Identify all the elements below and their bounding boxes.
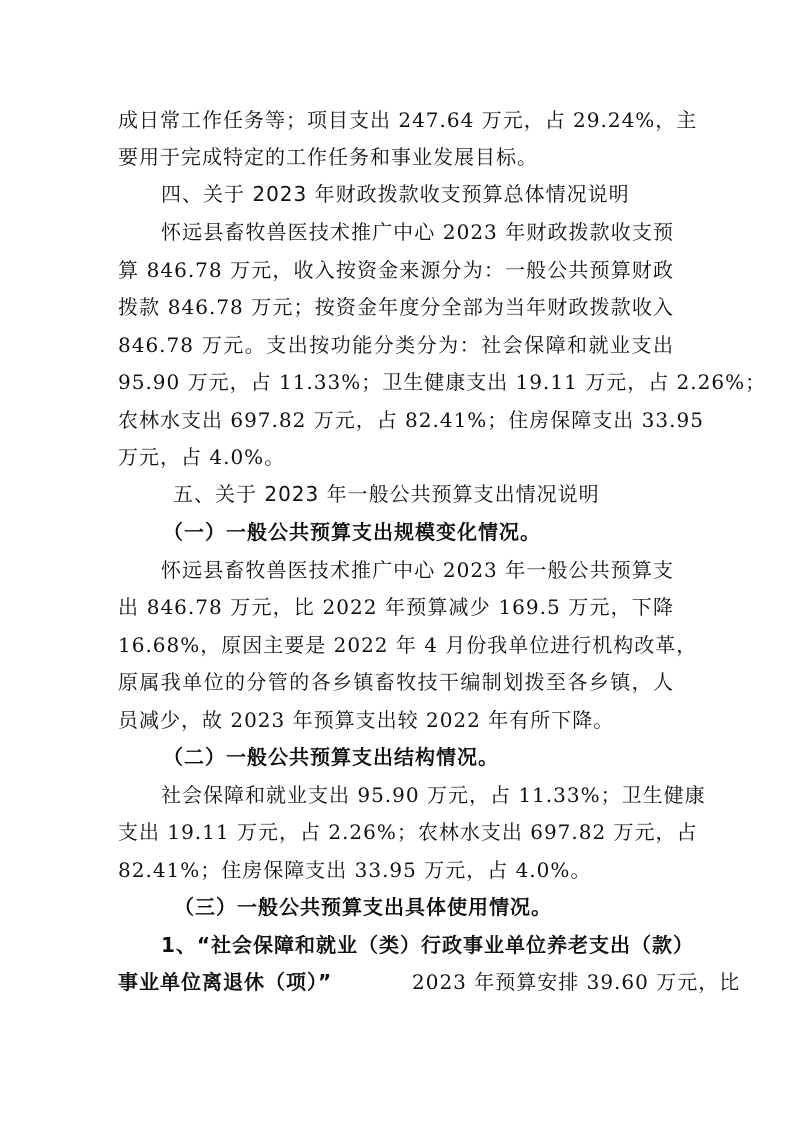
body-line: 怀远县畜牧兽医技术推广中心 2023 年财政拨款收支预 bbox=[161, 220, 674, 244]
item-heading-1-cont: 事业单位离退休（项）” bbox=[118, 970, 333, 994]
section-heading-5: 五、关于 2023 年一般公共预算支出情况说明 bbox=[173, 482, 600, 506]
item-heading-1: 1、“社会保障和就业（类）行政事业单位养老支出（款） bbox=[161, 933, 695, 957]
body-line: 支出 19.11 万元，占 2.26%；农林水支出 697.82 万元，占 bbox=[118, 820, 698, 844]
body-line: 846.78 万元。支出按功能分类分为：社会保障和就业支出 bbox=[118, 333, 674, 357]
body-line: 农林水支出 697.82 万元，占 82.41%；住房保障支出 33.95 bbox=[118, 408, 704, 432]
subsection-heading-2: （二）一般公共预算支出结构情况。 bbox=[163, 745, 499, 769]
body-line: 怀远县畜牧兽医技术推广中心 2023 年一般公共预算支 bbox=[161, 558, 674, 582]
body-line: 成日常工作任务等；项目支出 247.64 万元，占 29.24%，主 bbox=[118, 108, 698, 132]
body-line: 社会保障和就业支出 95.90 万元，占 11.33%；卫生健康 bbox=[161, 783, 706, 807]
subsection-heading-3: （三）一般公共预算支出具体使用情况。 bbox=[174, 895, 552, 919]
body-line: 出 846.78 万元，比 2022 年预算减少 169.5 万元，下降 bbox=[118, 595, 674, 619]
body-line: 员减少，故 2023 年预算支出较 2022 年有所下降。 bbox=[118, 708, 615, 732]
body-line: 原属我单位的分管的各乡镇畜牧技干编制划拨至各乡镇，人 bbox=[118, 670, 674, 694]
body-line: 要用于完成特定的工作任务和事业发展目标。 bbox=[118, 145, 538, 169]
body-line: 算 846.78 万元，收入按资金来源分为：一般公共预算财政 bbox=[118, 258, 674, 282]
body-line: 拨款 846.78 万元；按资金年度分全部为当年财政拨款收入 bbox=[118, 295, 674, 319]
body-line: 16.68%，原因主要是 2022 年 4 月份我单位进行机构改革， bbox=[118, 633, 698, 657]
section-heading-4: 四、关于 2023 年财政拨款收支预算总体情况说明 bbox=[161, 182, 630, 206]
body-line: 2023 年预算安排 39.60 万元，比 bbox=[412, 970, 741, 994]
body-line: 95.90 万元，占 11.33%；卫生健康支出 19.11 万元，占 2.26%； bbox=[118, 370, 767, 394]
body-line: 82.41%；住房保障支出 33.95 万元，占 4.0%。 bbox=[118, 858, 592, 882]
body-line: 万元，占 4.0%。 bbox=[118, 445, 286, 469]
subsection-heading-1: （一）一般公共预算支出规模变化情况。 bbox=[163, 520, 541, 544]
